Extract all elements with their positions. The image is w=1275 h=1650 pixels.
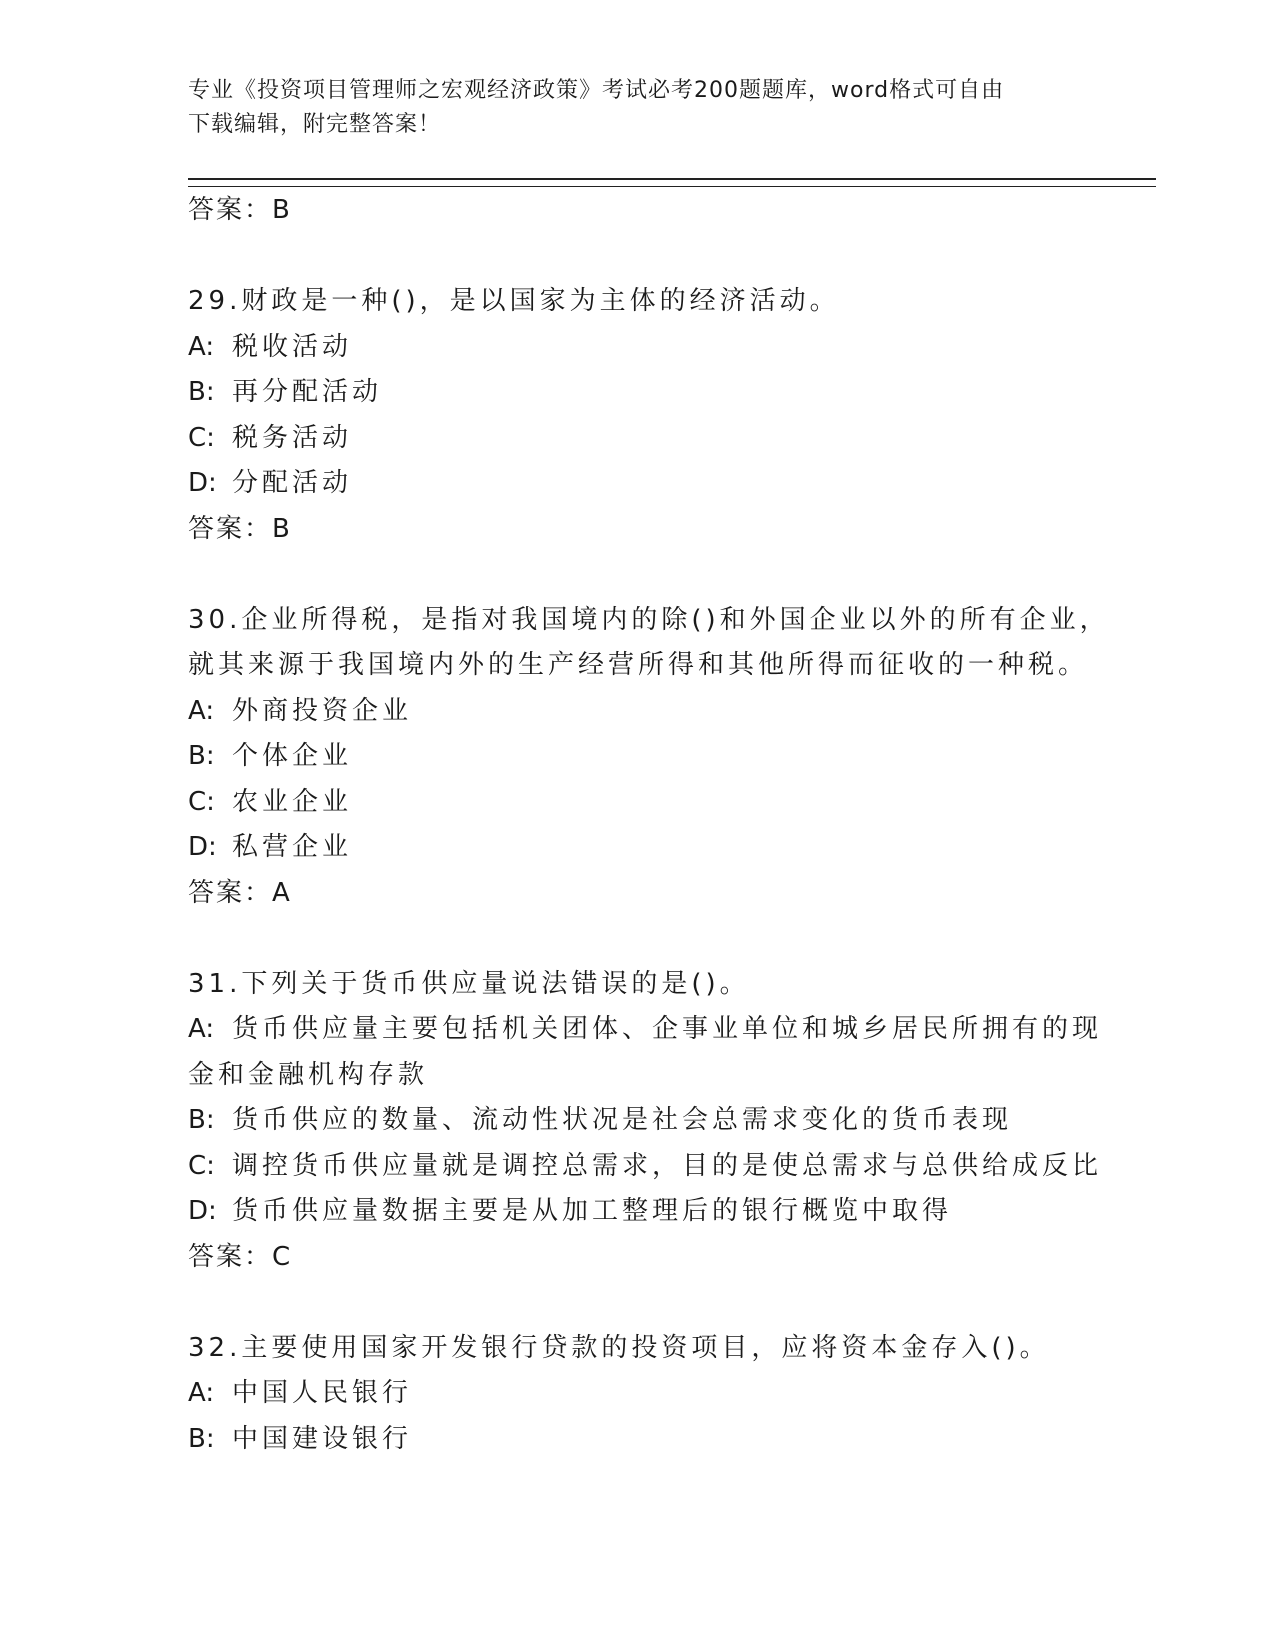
- question-block: [188, 1326, 1088, 1463]
- option-key: C:: [188, 1150, 215, 1181]
- option-text: 中国建设银行: [232, 1423, 413, 1454]
- option-text: 个体企业: [232, 741, 353, 771]
- header-line-2: 下载编辑，附完整答案！: [188, 112, 442, 137]
- answer-line: 答案：B: [188, 195, 292, 225]
- option-key: B:: [188, 1105, 215, 1135]
- question-spacer: [188, 234, 1088, 280]
- option-line: [188, 461, 1088, 507]
- option-line: [188, 1417, 1088, 1463]
- option-text: 中国人民银行: [232, 1378, 413, 1408]
- question-block: [188, 279, 1088, 552]
- option-key: B:: [188, 377, 215, 407]
- question-block: [188, 962, 1103, 1281]
- option-text: 货币供应的数量、流动性状况是社会总需求变化的货币表现: [232, 1105, 1013, 1135]
- option-key: B:: [188, 1423, 215, 1454]
- option-key: A:: [188, 695, 215, 726]
- option-text: 外商投资企业: [232, 695, 413, 726]
- option-key: A:: [188, 1014, 215, 1044]
- option-line: [188, 689, 1088, 735]
- option-text: 税务活动: [232, 422, 353, 453]
- option-key: C:: [188, 786, 215, 817]
- option-line: [188, 1007, 1103, 1053]
- question-stem: 31.下列关于货币供应量说法错误的是()。: [188, 968, 750, 999]
- question-spacer: [188, 1280, 1088, 1326]
- answer-line: 答案：A: [188, 877, 292, 908]
- option-line: [188, 416, 1088, 462]
- option-key: A:: [188, 1378, 215, 1408]
- option-key: A:: [188, 331, 215, 362]
- option-line: [188, 1371, 1088, 1417]
- document-header: [188, 74, 1088, 142]
- option-key: D:: [188, 832, 217, 862]
- option-line: [188, 825, 1088, 871]
- option-line: [188, 1144, 1103, 1190]
- question-stem: 30.企业所得税，是指对我国境内的除()和外国企业以外的所有企业，: [188, 604, 1110, 635]
- option-key: D:: [188, 468, 217, 498]
- option-line: [188, 325, 1088, 371]
- option-line: [188, 734, 1088, 780]
- question-spacer: [188, 552, 1088, 598]
- option-text: 金和金融机构存款: [188, 1059, 429, 1090]
- question-stem: 就其来源于我国境内外的生产经营所得和其他所得而征收的一种税。: [188, 650, 1089, 680]
- question-stem: 32.主要使用国家开发银行贷款的投资项目，应将资本金存入()。: [188, 1332, 1050, 1363]
- answer-line: 答案：C: [188, 1241, 293, 1272]
- option-text: 货币供应量主要包括机关团体、企事业单位和城乡居民所拥有的现: [232, 1014, 1103, 1044]
- option-line: [188, 370, 1088, 416]
- option-text: 税收活动: [232, 331, 353, 362]
- option-text: 农业企业: [232, 786, 353, 817]
- option-key: B:: [188, 741, 215, 771]
- option-line: [188, 780, 1088, 826]
- question-list: [188, 188, 1110, 1462]
- option-line: [188, 1189, 1088, 1235]
- option-key: C:: [188, 422, 215, 453]
- option-text: 再分配活动: [232, 377, 383, 407]
- option-line: [188, 1098, 1088, 1144]
- option-text: 调控货币供应量就是调控总需求，目的是使总需求与总供给成反比: [232, 1150, 1103, 1181]
- option-line: [188, 1053, 1088, 1099]
- question-block: [188, 598, 1110, 917]
- option-text: 货币供应量数据主要是从加工整理后的银行概览中取得: [232, 1196, 953, 1226]
- option-text: 私营企业: [232, 832, 353, 862]
- option-text: 分配活动: [232, 468, 353, 498]
- header-line-1: 专业《投资项目管理师之宏观经济政策》考试必考200题题库，word格式可自由: [188, 78, 1005, 103]
- option-key: D:: [188, 1196, 217, 1226]
- answer-line: 答案：B: [188, 513, 292, 544]
- question-spacer: [188, 916, 1088, 962]
- question-stem: 29.财政是一种()，是以国家为主体的经济活动。: [188, 286, 840, 316]
- header-divider: [188, 178, 1156, 187]
